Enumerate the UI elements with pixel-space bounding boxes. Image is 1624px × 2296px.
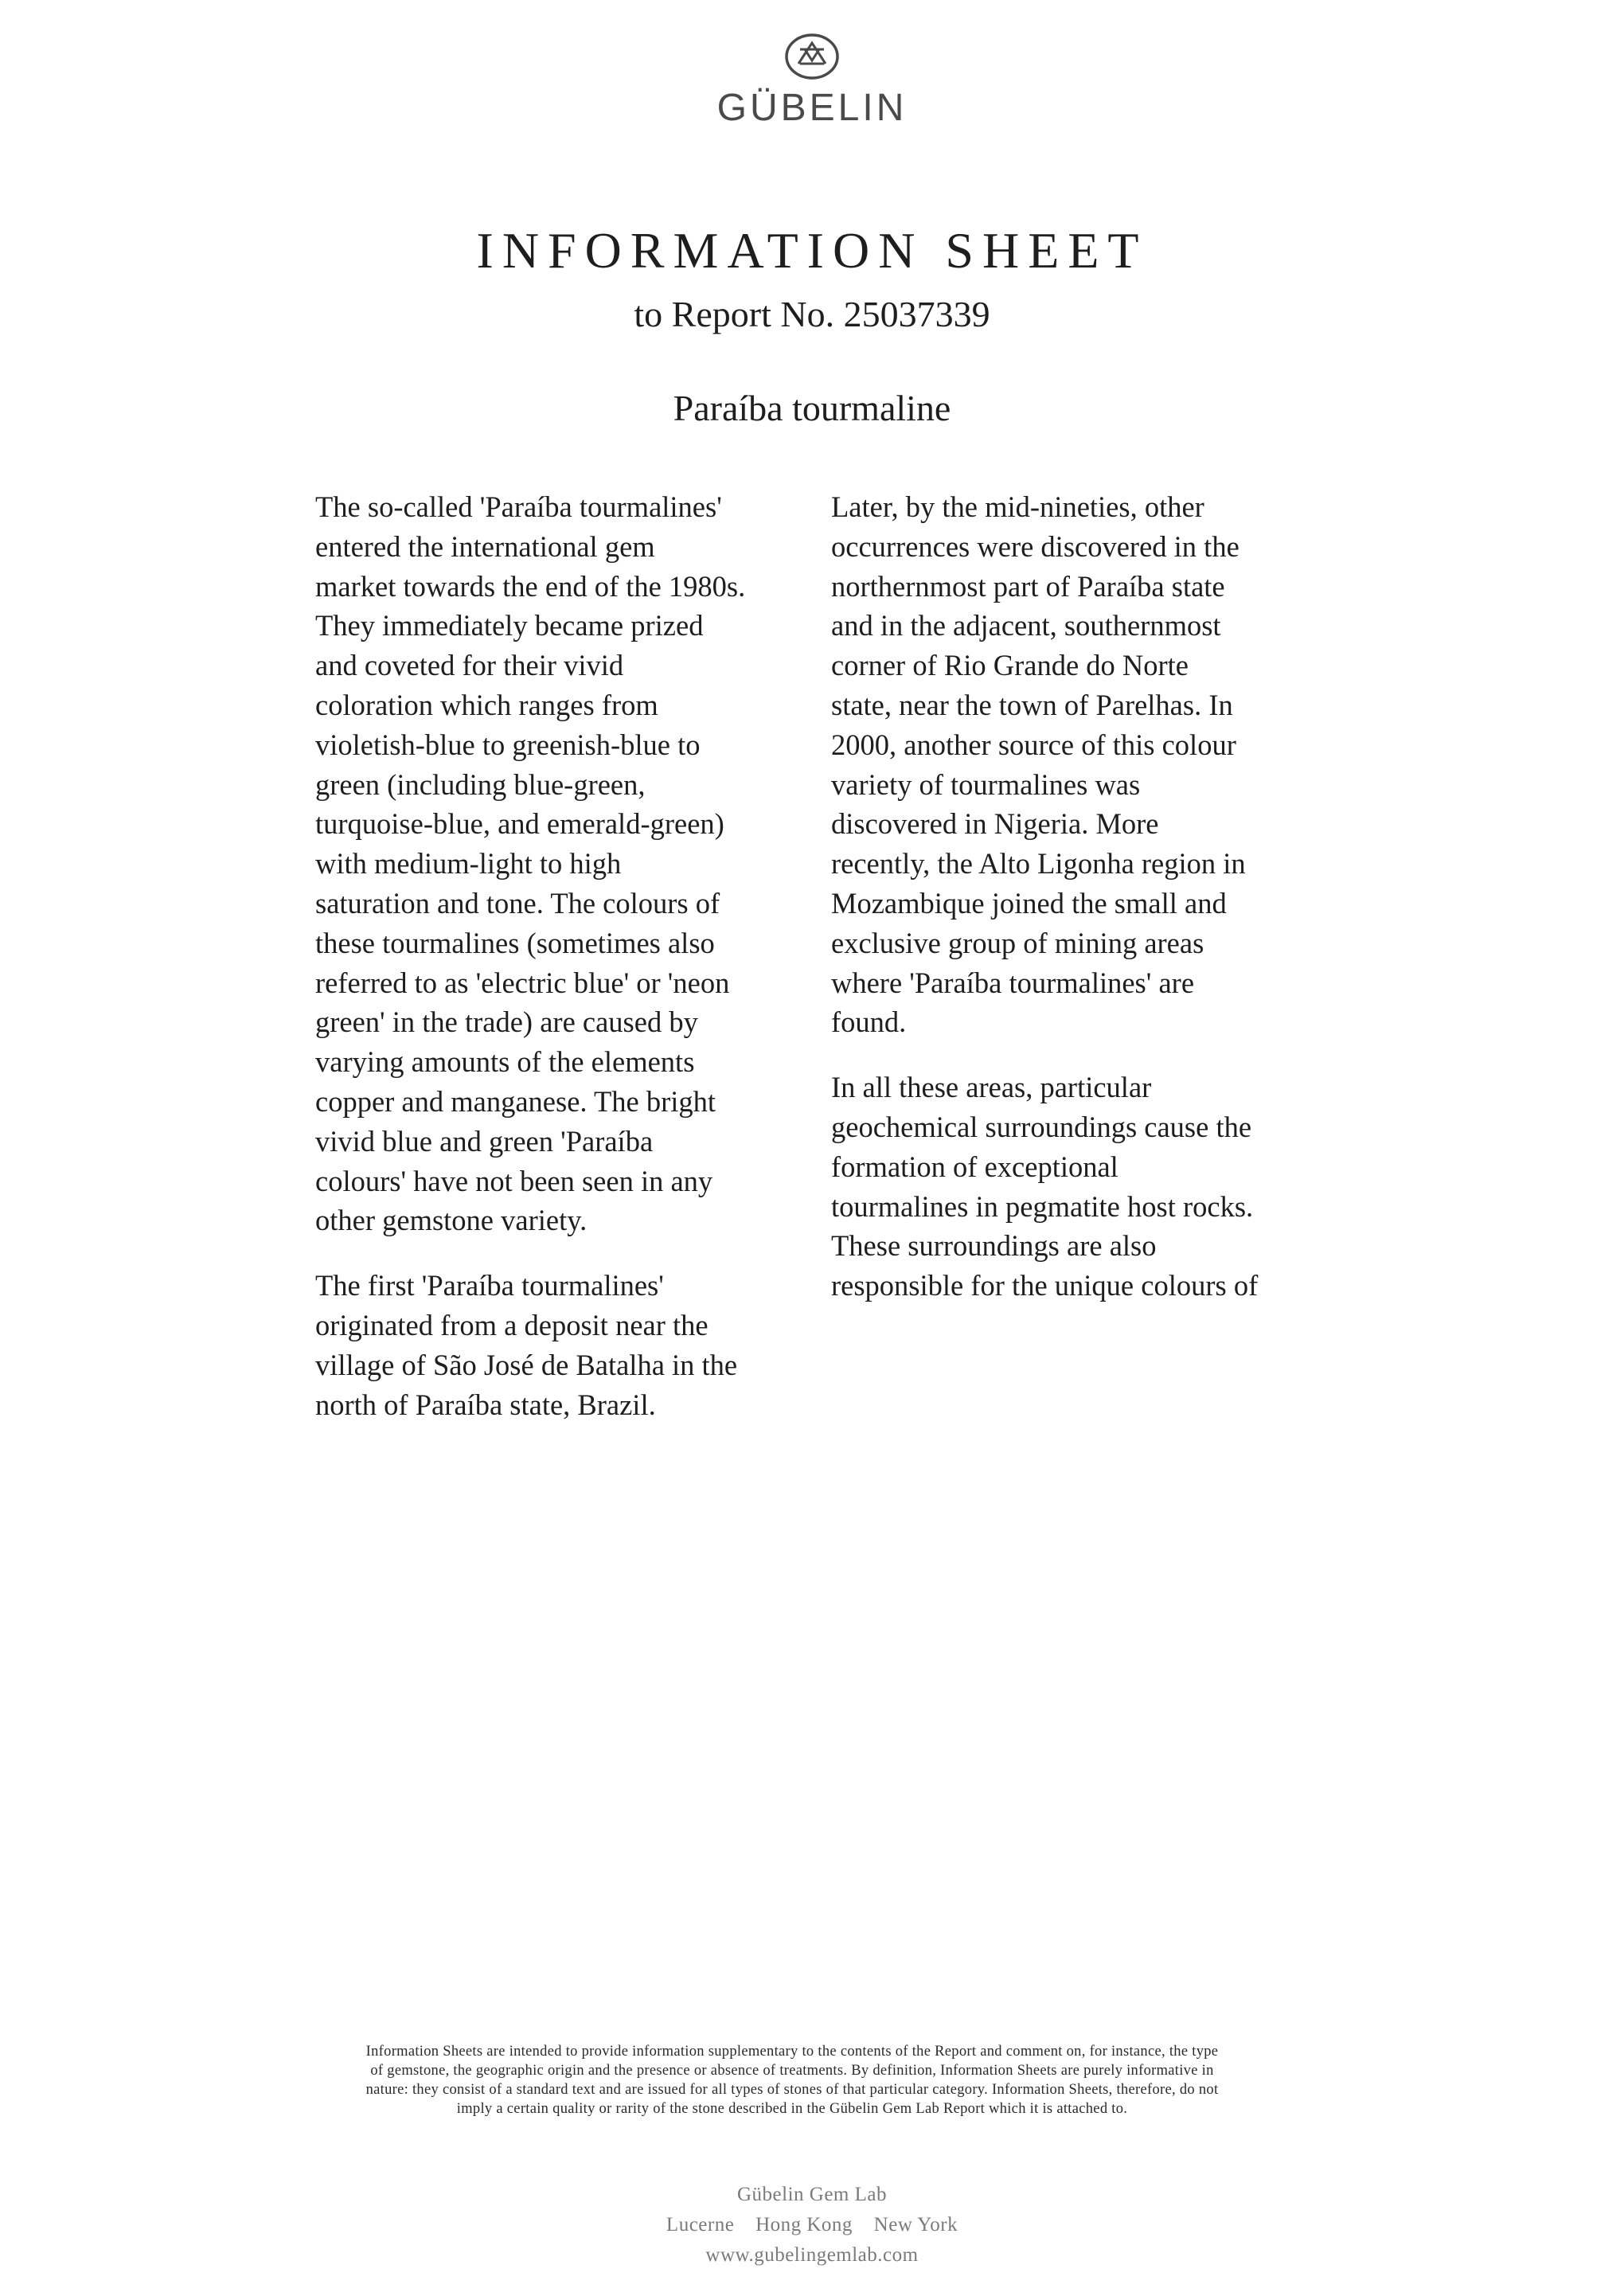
footer [0,2180,1624,2271]
paragraph: Later, by the mid-nineties, other occurrences were discovered in the northernmost part of Paraíba state and in the adjacent, southernmost corner of Rio Grande do Norte state, near the town of Parelhas. In 2000, another source of this colour variety of tourmalines was discovered in Nigeria. More recently, the Alto Ligonha region in Mozambique joined the small and exclusive group of mining areas where 'Paraíba tourmalines' are found. [831,490,1246,1039]
lab-name: Gübelin Gem Lab [736,2184,887,2205]
paragraph: The first 'Paraíba tourmalines' originated from a deposit near the village of São José de Batalha in the north of Paraíba state, Brazil. [315,1269,738,1421]
brand-name: GÜBELIN [716,87,908,129]
gubelin-emblem-icon [784,32,840,81]
city: Hong Kong [755,2214,853,2235]
website-link[interactable]: www.gubelingemlab.com [705,2244,919,2266]
report-number: to Report No. 25037339 [634,294,990,334]
paragraph: The so-called 'Paraíba tourmalines' entered the international gem market towards the end of the 1980s. They immediately became prized and coveted for their vivid coloration which ranges from violetish-blue to greenish-blue to green (including blue-green, turquoise-blue, and emerald-green) with medium-light to high saturation and tone. The colours of these tourmalines (sometimes also referred to as 'electric blue' or 'neon green' in the trade) are caused by varying amounts of the elements copper and manganese. The bright vivid blue and green 'Paraíba colours' have not been seen in any other gemstone variety. [315,490,746,1237]
lab-locations [0,2210,1624,2240]
page-title: INFORMATION SHEET [476,222,1148,279]
logo [0,32,1624,81]
city: New York [873,2214,958,2235]
left-column [315,487,809,1450]
paragraph: In all these areas, particular geochemical surroundings cause the formation of exceptional tourmalines in pegmatite host rocks. These surroundings are also responsible for the unique colours of [831,1071,1259,1302]
right-column [831,487,1325,1331]
stone-name: Paraíba tourmaline [673,388,951,428]
disclaimer: Information Sheets are intended to provide information supplementary to the contents of the Report and comment on, for instance, the type of gemstone, the geographic origin and the presence or absence of treatments. By definition, Information Sheets are purely informative in nature: they consist of a standard text and are issued for all types of stones of that particular category. Information Sheets, therefore, do not imply a certain quality or rarity of the stone described in the Gübelin Gem Lab Report which it is attached to. [365,2044,1219,2117]
city: Lucerne [666,2214,735,2235]
